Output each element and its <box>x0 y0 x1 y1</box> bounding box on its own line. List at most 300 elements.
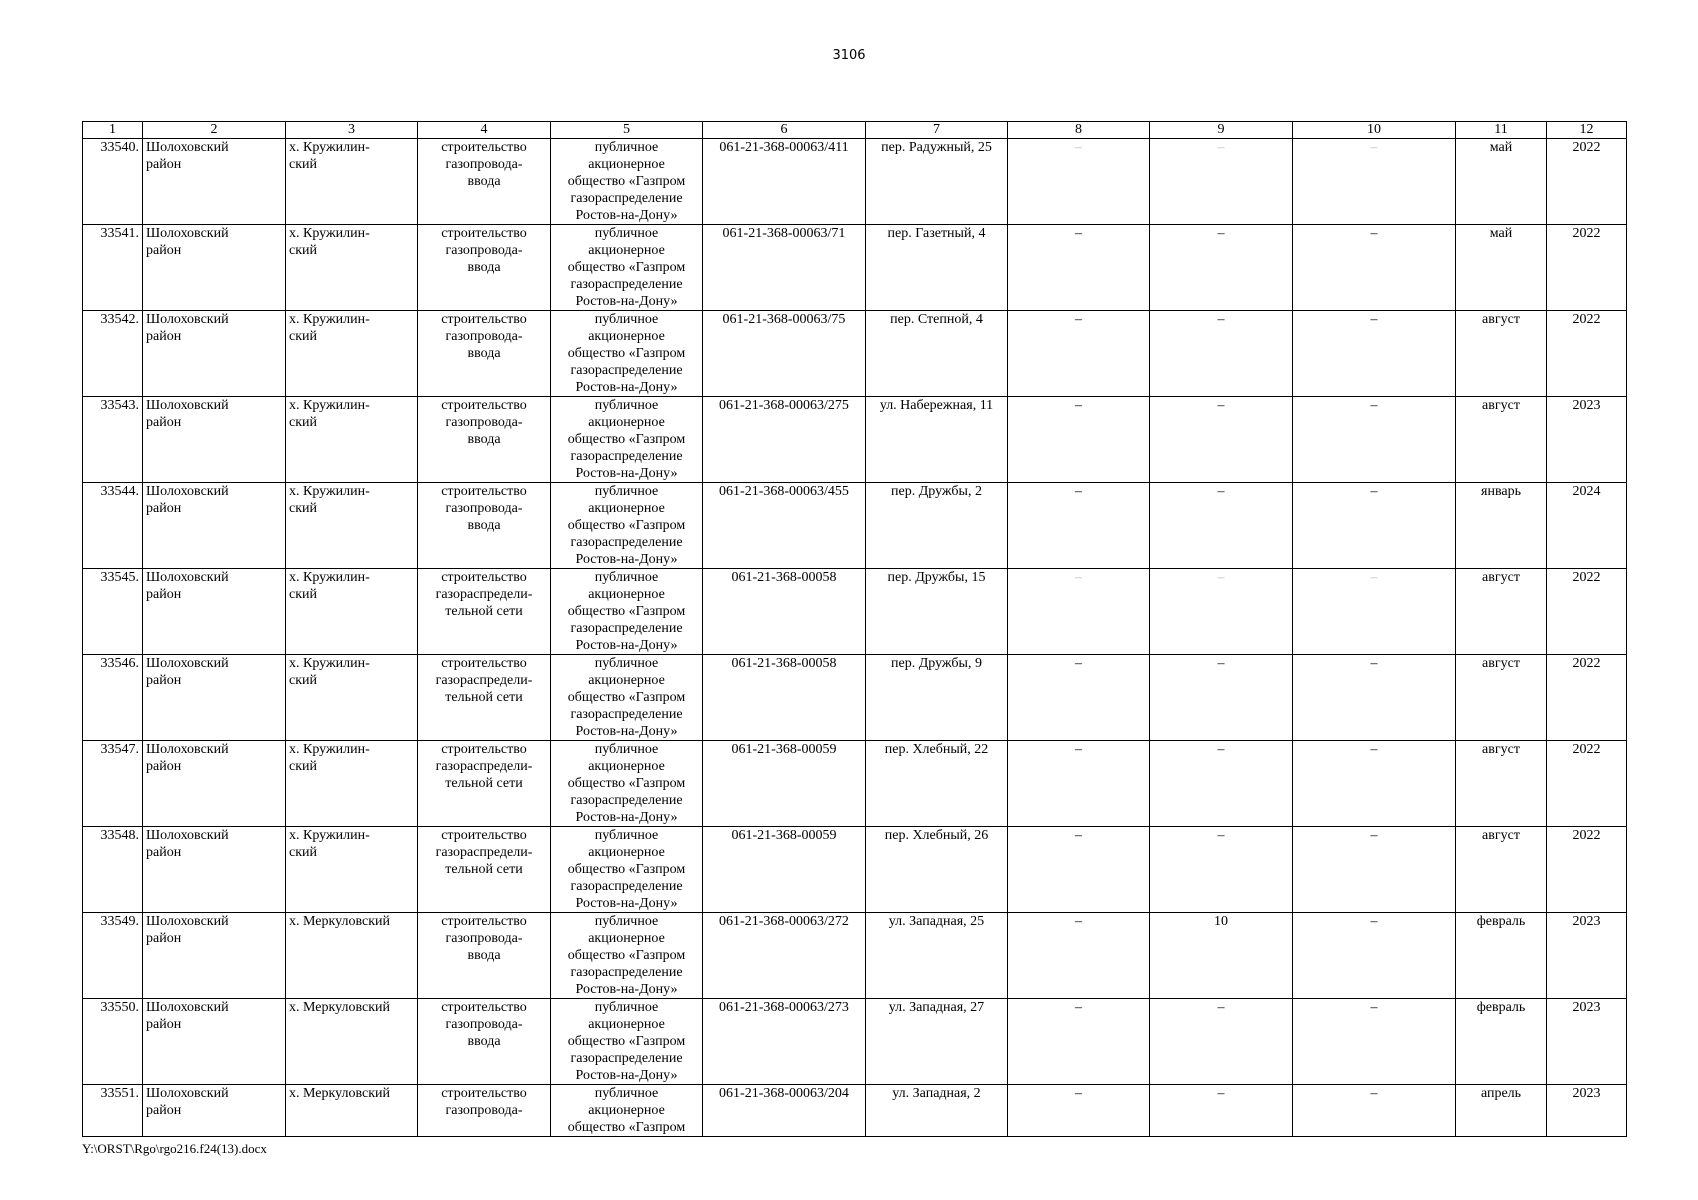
work-type-cell-line: газопровода- <box>445 1017 523 1032</box>
address-cell: пер. Дружбы, 2 <box>866 483 1008 569</box>
address-cell: пер. Хлебный, 22 <box>866 741 1008 827</box>
organization-cell-line: газораспределение <box>570 965 683 980</box>
year-cell: 2022 <box>1547 311 1627 397</box>
row-number: 33546. <box>83 655 143 741</box>
col9-cell: – <box>1150 483 1293 569</box>
row-number: 33541. <box>83 225 143 311</box>
district-cell <box>143 741 286 827</box>
work-type-cell-line: газораспредели- <box>435 759 533 774</box>
col9-cell: – <box>1150 1085 1293 1137</box>
work-type-cell-line: газопровода- <box>445 415 523 430</box>
col9-cell: – <box>1150 569 1293 655</box>
settlement-cell-line: ский <box>289 845 317 860</box>
organization-cell-line: Ростов-на-Дону» <box>575 896 678 911</box>
organization-cell-line: публичное <box>594 140 659 155</box>
work-type-cell-line: ввода <box>467 174 501 189</box>
col8-cell: – <box>1008 913 1150 999</box>
col10-cell: – <box>1293 139 1456 225</box>
header-row <box>83 122 1627 139</box>
table-row <box>83 655 1627 741</box>
permit-code-cell: 061-21-368-00058 <box>703 569 866 655</box>
settlement-cell-line: х. Кружилин- <box>289 226 370 241</box>
table-row <box>83 311 1627 397</box>
district-cell-line: Шолоховский <box>146 828 229 843</box>
work-type-cell <box>418 655 551 741</box>
header-cell-2: 2 <box>143 122 286 139</box>
organization-cell-line: акционерное <box>588 587 665 602</box>
settlement-cell <box>286 741 418 827</box>
permit-code-cell: 061-21-368-00063/411 <box>703 139 866 225</box>
col8-cell: – <box>1008 483 1150 569</box>
district-cell-line: Шолоховский <box>146 1000 229 1015</box>
col8-cell: – <box>1008 311 1150 397</box>
district-cell <box>143 1085 286 1137</box>
district-cell-line: район <box>146 759 182 774</box>
row-number: 33549. <box>83 913 143 999</box>
work-type-cell-line: газопровода- <box>445 1103 523 1118</box>
col10-cell: – <box>1293 569 1456 655</box>
work-type-cell-line: строительство <box>441 1000 527 1015</box>
permit-code-cell: 061-21-368-00058 <box>703 655 866 741</box>
work-type-cell-line: строительство <box>441 1086 527 1101</box>
column-number-header <box>83 122 1627 139</box>
col8-cell: – <box>1008 827 1150 913</box>
work-type-cell-line: строительство <box>441 742 527 757</box>
organization-cell <box>551 569 703 655</box>
permit-code-cell: 061-21-368-00063/71 <box>703 225 866 311</box>
month-cell: февраль <box>1456 913 1547 999</box>
col8-cell: – <box>1008 1085 1150 1137</box>
organization-cell-line: Ростов-на-Дону» <box>575 552 678 567</box>
settlement-cell-line: х. Меркуловский <box>289 1000 390 1015</box>
district-cell <box>143 827 286 913</box>
col9-cell: – <box>1150 397 1293 483</box>
table-row <box>83 999 1627 1085</box>
district-cell <box>143 397 286 483</box>
year-cell: 2022 <box>1547 139 1627 225</box>
organization-cell-line: акционерное <box>588 157 665 172</box>
organization-cell-line: Ростов-на-Дону» <box>575 466 678 481</box>
work-type-cell-line: газопровода- <box>445 243 523 258</box>
register-table <box>82 121 1627 1137</box>
header-cell-6: 6 <box>703 122 866 139</box>
col10-cell: – <box>1293 483 1456 569</box>
organization-cell-line: газораспределение <box>570 879 683 894</box>
organization-cell <box>551 741 703 827</box>
work-type-cell-line: строительство <box>441 226 527 241</box>
organization-cell-line: акционерное <box>588 1017 665 1032</box>
district-cell-line: район <box>146 329 182 344</box>
settlement-cell-line: х. Кружилин- <box>289 656 370 671</box>
col9-cell: – <box>1150 655 1293 741</box>
district-cell <box>143 483 286 569</box>
district-cell-line: Шолоховский <box>146 656 229 671</box>
work-type-cell-line: газопровода- <box>445 157 523 172</box>
address-cell: ул. Западная, 2 <box>866 1085 1008 1137</box>
address-cell: ул. Западная, 25 <box>866 913 1008 999</box>
settlement-cell <box>286 225 418 311</box>
settlement-cell-line: х. Кружилин- <box>289 570 370 585</box>
row-number: 33542. <box>83 311 143 397</box>
organization-cell-line: общество «Газпром <box>567 1120 686 1135</box>
district-cell <box>143 999 286 1085</box>
table-row <box>83 225 1627 311</box>
col8-cell: – <box>1008 999 1150 1085</box>
settlement-cell <box>286 913 418 999</box>
col9-cell: – <box>1150 741 1293 827</box>
col10-cell: – <box>1293 225 1456 311</box>
month-cell: январь <box>1456 483 1547 569</box>
district-cell-line: район <box>146 415 182 430</box>
settlement-cell-line: х. Кружилин- <box>289 828 370 843</box>
table-row <box>83 827 1627 913</box>
district-cell-line: Шолоховский <box>146 914 229 929</box>
work-type-cell <box>418 999 551 1085</box>
address-cell: пер. Дружбы, 15 <box>866 569 1008 655</box>
col8-cell: – <box>1008 741 1150 827</box>
organization-cell-line: общество «Газпром <box>567 690 686 705</box>
work-type-cell-line: газопровода- <box>445 931 523 946</box>
row-number: 33551. <box>83 1085 143 1137</box>
header-cell-8: 8 <box>1008 122 1150 139</box>
organization-cell-line: акционерное <box>588 759 665 774</box>
settlement-cell-line: х. Кружилин- <box>289 484 370 499</box>
organization-cell-line: газораспределение <box>570 191 683 206</box>
work-type-cell <box>418 225 551 311</box>
organization-cell-line: акционерное <box>588 845 665 860</box>
organization-cell-line: общество «Газпром <box>567 260 686 275</box>
organization-cell-line: общество «Газпром <box>567 174 686 189</box>
page-number: 3106 <box>832 48 866 63</box>
organization-cell-line: публичное <box>594 484 659 499</box>
organization-cell-line: общество «Газпром <box>567 432 686 447</box>
work-type-cell <box>418 483 551 569</box>
settlement-cell-line: х. Кружилин- <box>289 312 370 327</box>
district-cell-line: район <box>146 673 182 688</box>
col10-cell: – <box>1293 311 1456 397</box>
work-type-cell-line: газораспредели- <box>435 587 533 602</box>
organization-cell-line: акционерное <box>588 415 665 430</box>
col10-cell: – <box>1293 741 1456 827</box>
organization-cell-line: газораспределение <box>570 793 683 808</box>
organization-cell-line: акционерное <box>588 329 665 344</box>
col8-cell: – <box>1008 569 1150 655</box>
organization-cell-line: акционерное <box>588 501 665 516</box>
col9-cell: – <box>1150 999 1293 1085</box>
settlement-cell-line: х. Меркуловский <box>289 914 390 929</box>
organization-cell-line: публичное <box>594 312 659 327</box>
permit-code-cell: 061-21-368-00063/75 <box>703 311 866 397</box>
settlement-cell-line: ский <box>289 415 317 430</box>
work-type-cell-line: ввода <box>467 948 501 963</box>
col8-cell: – <box>1008 225 1150 311</box>
organization-cell <box>551 397 703 483</box>
col10-cell: – <box>1293 655 1456 741</box>
work-type-cell-line: ввода <box>467 346 501 361</box>
organization-cell <box>551 225 703 311</box>
settlement-cell <box>286 999 418 1085</box>
year-cell: 2023 <box>1547 1085 1627 1137</box>
district-cell-line: Шолоховский <box>146 1086 229 1101</box>
row-number: 33540. <box>83 139 143 225</box>
work-type-cell-line: ввода <box>467 432 501 447</box>
organization-cell-line: публичное <box>594 398 659 413</box>
settlement-cell-line: ский <box>289 501 317 516</box>
organization-cell-line: общество «Газпром <box>567 518 686 533</box>
address-cell: ул. Набережная, 11 <box>866 397 1008 483</box>
organization-cell-line: газораспределение <box>570 277 683 292</box>
header-cell-7: 7 <box>866 122 1008 139</box>
year-cell: 2023 <box>1547 913 1627 999</box>
district-cell-line: Шолоховский <box>146 570 229 585</box>
organization-cell-line: публичное <box>594 656 659 671</box>
month-cell: август <box>1456 655 1547 741</box>
organization-cell <box>551 311 703 397</box>
organization-cell-line: общество «Газпром <box>567 1034 686 1049</box>
permit-code-cell: 061-21-368-00059 <box>703 827 866 913</box>
district-cell-line: Шолоховский <box>146 398 229 413</box>
organization-cell-line: Ростов-на-Дону» <box>575 1068 678 1083</box>
permit-code-cell: 061-21-368-00063/455 <box>703 483 866 569</box>
permit-code-cell: 061-21-368-00063/204 <box>703 1085 866 1137</box>
header-cell-11: 11 <box>1456 122 1547 139</box>
work-type-cell-line: тельной сети <box>445 776 523 791</box>
address-cell: пер. Хлебный, 26 <box>866 827 1008 913</box>
work-type-cell-line: строительство <box>441 656 527 671</box>
settlement-cell <box>286 1085 418 1137</box>
district-cell <box>143 913 286 999</box>
settlement-cell-line: ский <box>289 243 317 258</box>
settlement-cell <box>286 483 418 569</box>
table-row <box>83 569 1627 655</box>
work-type-cell-line: строительство <box>441 312 527 327</box>
work-type-cell-line: тельной сети <box>445 862 523 877</box>
organization-cell-line: акционерное <box>588 1103 665 1118</box>
header-cell-5: 5 <box>551 122 703 139</box>
organization-cell-line: акционерное <box>588 243 665 258</box>
district-cell-line: район <box>146 1017 182 1032</box>
month-cell: август <box>1456 741 1547 827</box>
settlement-cell-line: ский <box>289 587 317 602</box>
footer-file-path: Y:\ORST\Rgo\rgo216.f24(13).docx <box>82 1141 267 1156</box>
district-cell-line: район <box>146 845 182 860</box>
year-cell: 2024 <box>1547 483 1627 569</box>
organization-cell-line: газораспределение <box>570 621 683 636</box>
address-cell: ул. Западная, 27 <box>866 999 1008 1085</box>
row-number: 33548. <box>83 827 143 913</box>
col9-cell: 10 <box>1150 913 1293 999</box>
settlement-cell <box>286 311 418 397</box>
district-cell-line: район <box>146 501 182 516</box>
organization-cell-line: Ростов-на-Дону» <box>575 810 678 825</box>
settlement-cell <box>286 569 418 655</box>
work-type-cell-line: газопровода- <box>445 329 523 344</box>
organization-cell-line: Ростов-на-Дону» <box>575 294 678 309</box>
col10-cell: – <box>1293 827 1456 913</box>
organization-cell-line: газораспределение <box>570 707 683 722</box>
col9-cell: – <box>1150 225 1293 311</box>
year-cell: 2022 <box>1547 569 1627 655</box>
organization-cell <box>551 827 703 913</box>
district-cell <box>143 569 286 655</box>
organization-cell-line: публичное <box>594 1086 659 1101</box>
header-cell-1: 1 <box>83 122 143 139</box>
col10-cell: – <box>1293 1085 1456 1137</box>
year-cell: 2022 <box>1547 741 1627 827</box>
header-cell-9: 9 <box>1150 122 1293 139</box>
col9-cell: – <box>1150 311 1293 397</box>
year-cell: 2023 <box>1547 397 1627 483</box>
settlement-cell <box>286 139 418 225</box>
organization-cell-line: публичное <box>594 1000 659 1015</box>
col10-cell: – <box>1293 397 1456 483</box>
table-row <box>83 139 1627 225</box>
district-cell-line: Шолоховский <box>146 312 229 327</box>
header-cell-3: 3 <box>286 122 418 139</box>
work-type-cell <box>418 913 551 999</box>
col8-cell: – <box>1008 655 1150 741</box>
permit-code-cell: 061-21-368-00059 <box>703 741 866 827</box>
work-type-cell <box>418 827 551 913</box>
district-cell-line: район <box>146 243 182 258</box>
work-type-cell-line: тельной сети <box>445 690 523 705</box>
organization-cell <box>551 913 703 999</box>
table-row <box>83 741 1627 827</box>
organization-cell <box>551 655 703 741</box>
work-type-cell-line: ввода <box>467 1034 501 1049</box>
organization-cell-line: газораспределение <box>570 535 683 550</box>
permit-code-cell: 061-21-368-00063/272 <box>703 913 866 999</box>
district-cell-line: Шолоховский <box>146 484 229 499</box>
district-cell-line: район <box>146 931 182 946</box>
organization-cell-line: общество «Газпром <box>567 346 686 361</box>
work-type-cell <box>418 139 551 225</box>
work-type-cell-line: строительство <box>441 398 527 413</box>
header-cell-10: 10 <box>1293 122 1456 139</box>
work-type-cell-line: строительство <box>441 140 527 155</box>
work-type-cell-line: тельной сети <box>445 604 523 619</box>
settlement-cell-line: ский <box>289 759 317 774</box>
work-type-cell-line: ввода <box>467 260 501 275</box>
settlement-cell-line: х. Кружилин- <box>289 742 370 757</box>
address-cell: пер. Радужный, 25 <box>866 139 1008 225</box>
work-type-cell <box>418 569 551 655</box>
district-cell-line: Шолоховский <box>146 742 229 757</box>
work-type-cell-line: газораспредели- <box>435 845 533 860</box>
col8-cell: – <box>1008 397 1150 483</box>
address-cell: пер. Газетный, 4 <box>866 225 1008 311</box>
organization-cell-line: публичное <box>594 742 659 757</box>
work-type-cell-line: строительство <box>441 828 527 843</box>
row-number: 33543. <box>83 397 143 483</box>
address-cell: пер. Степной, 4 <box>866 311 1008 397</box>
district-cell-line: район <box>146 1103 182 1118</box>
month-cell: август <box>1456 827 1547 913</box>
district-cell <box>143 225 286 311</box>
table-row <box>83 1085 1627 1137</box>
organization-cell-line: общество «Газпром <box>567 604 686 619</box>
organization-cell-line: газораспределение <box>570 1051 683 1066</box>
work-type-cell-line: строительство <box>441 914 527 929</box>
organization-cell <box>551 483 703 569</box>
col8-cell: – <box>1008 139 1150 225</box>
row-number: 33550. <box>83 999 143 1085</box>
month-cell: август <box>1456 397 1547 483</box>
settlement-cell <box>286 827 418 913</box>
month-cell: август <box>1456 569 1547 655</box>
header-cell-4: 4 <box>418 122 551 139</box>
work-type-cell-line: ввода <box>467 518 501 533</box>
organization-cell-line: общество «Газпром <box>567 776 686 791</box>
table-body <box>83 139 1627 1137</box>
work-type-cell-line: газопровода- <box>445 501 523 516</box>
row-number: 33545. <box>83 569 143 655</box>
col9-cell: – <box>1150 139 1293 225</box>
organization-cell-line: публичное <box>594 226 659 241</box>
table-row <box>83 397 1627 483</box>
organization-cell-line: Ростов-на-Дону» <box>575 208 678 223</box>
work-type-cell <box>418 311 551 397</box>
work-type-cell <box>418 741 551 827</box>
work-type-cell <box>418 1085 551 1137</box>
work-type-cell-line: газораспредели- <box>435 673 533 688</box>
organization-cell-line: публичное <box>594 570 659 585</box>
settlement-cell-line: х. Меркуловский <box>289 1086 390 1101</box>
row-number: 33547. <box>83 741 143 827</box>
settlement-cell-line: х. Кружилин- <box>289 398 370 413</box>
year-cell: 2023 <box>1547 999 1627 1085</box>
organization-cell-line: акционерное <box>588 673 665 688</box>
month-cell: апрель <box>1456 1085 1547 1137</box>
col10-cell: – <box>1293 913 1456 999</box>
district-cell-line: район <box>146 587 182 602</box>
row-number: 33544. <box>83 483 143 569</box>
district-cell <box>143 311 286 397</box>
year-cell: 2022 <box>1547 225 1627 311</box>
organization-cell-line: газораспределение <box>570 363 683 378</box>
district-cell-line: Шолоховский <box>146 140 229 155</box>
organization-cell-line: общество «Газпром <box>567 948 686 963</box>
organization-cell-line: общество «Газпром <box>567 862 686 877</box>
organization-cell-line: Ростов-на-Дону» <box>575 724 678 739</box>
settlement-cell-line: ский <box>289 157 317 172</box>
district-cell <box>143 139 286 225</box>
organization-cell-line: Ростов-на-Дону» <box>575 380 678 395</box>
header-cell-12: 12 <box>1547 122 1627 139</box>
settlement-cell-line: ский <box>289 329 317 344</box>
month-cell: май <box>1456 139 1547 225</box>
settlement-cell-line: х. Кружилин- <box>289 140 370 155</box>
col10-cell: – <box>1293 999 1456 1085</box>
table-row <box>83 913 1627 999</box>
table-row <box>83 483 1627 569</box>
organization-cell-line: акционерное <box>588 931 665 946</box>
district-cell-line: район <box>146 157 182 172</box>
district-cell <box>143 655 286 741</box>
settlement-cell <box>286 655 418 741</box>
organization-cell-line: газораспределение <box>570 449 683 464</box>
year-cell: 2022 <box>1547 827 1627 913</box>
address-cell: пер. Дружбы, 9 <box>866 655 1008 741</box>
work-type-cell-line: строительство <box>441 484 527 499</box>
organization-cell-line: Ростов-на-Дону» <box>575 982 678 997</box>
work-type-cell-line: строительство <box>441 570 527 585</box>
organization-cell-line: Ростов-на-Дону» <box>575 638 678 653</box>
settlement-cell-line: ский <box>289 673 317 688</box>
organization-cell <box>551 1085 703 1137</box>
organization-cell-line: публичное <box>594 828 659 843</box>
col9-cell: – <box>1150 827 1293 913</box>
